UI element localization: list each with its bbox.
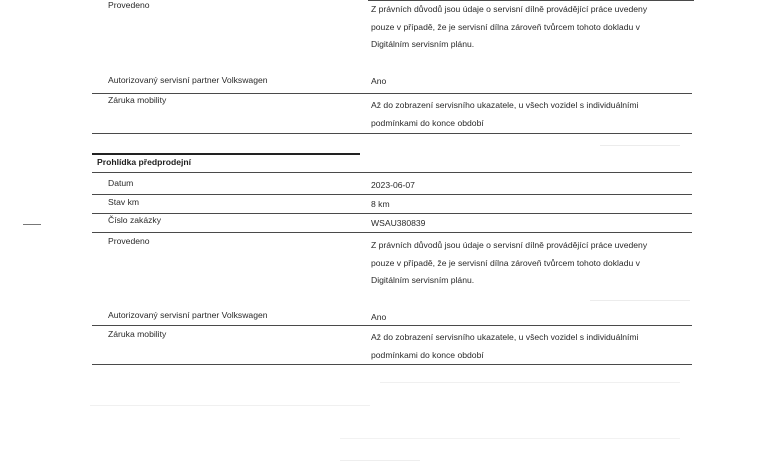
divider — [92, 194, 692, 195]
divider — [92, 172, 692, 173]
provedeno-line-1: Z právních důvodů jsou údaje o servisní dílně provádějící práce uvedeny — [371, 240, 648, 250]
bleed-line — [380, 382, 680, 383]
bleed-line — [590, 300, 690, 301]
mobility-line-2: podmínkami do konce období — [371, 349, 484, 360]
provedeno-line-2: pouze v případě, že je servisní dílna zároveň tvůrcem tohoto dokladu v — [371, 21, 640, 32]
mobility-value — [371, 329, 701, 364]
mobility-line-1: Až do zobrazení servisního ukazatele, u všech vozidel s individuálními — [371, 332, 639, 342]
stav-km-label: Stav km — [108, 197, 140, 207]
datum-label: Datum — [108, 178, 134, 188]
mobility-line-2: podmínkami do konce období — [371, 117, 484, 128]
section-title: Prohlídka předprodejní — [97, 157, 192, 167]
divider — [92, 133, 692, 134]
mobility-line-1: Až do zobrazení servisního ukazatele, u všech vozidel s individuálními — [371, 100, 639, 110]
cislo-zakazky-label: Číslo zakázky — [108, 215, 162, 225]
bleed-line — [340, 460, 420, 461]
cislo-zakazky-value: WSAU380839 — [371, 218, 426, 228]
divider — [92, 325, 692, 326]
bleed-line — [600, 145, 680, 146]
margin-mark — [23, 224, 41, 225]
mobility-label: Záruka mobility — [108, 95, 167, 105]
datum-value: 2023-06-07 — [371, 180, 415, 190]
partner-value: Ano — [371, 76, 387, 86]
partner-value: Ano — [371, 312, 387, 322]
bleed-line — [90, 405, 370, 406]
stav-km-value: 8 km — [371, 199, 390, 209]
divider — [92, 213, 692, 214]
mobility-value — [371, 97, 701, 132]
provedeno-label: Provedeno — [108, 0, 150, 10]
title-underline — [92, 153, 360, 155]
divider — [92, 93, 692, 94]
divider — [92, 232, 692, 233]
mobility-label: Záruka mobility — [108, 329, 167, 339]
provedeno-label: Provedeno — [108, 236, 150, 246]
provedeno-line-2: pouze v případě, že je servisní dílna zároveň tvůrcem tohoto dokladu v — [371, 257, 640, 268]
bleed-line — [340, 438, 680, 439]
provedeno-line-3: Digitálním servisním plánu. — [371, 39, 475, 49]
provedeno-value — [371, 237, 701, 290]
provedeno-line-1: Z právních důvodů jsou údaje o servisní dílně provádějící práce uvedeny — [371, 4, 648, 14]
provedeno-value — [371, 1, 701, 54]
provedeno-line-3: Digitálním servisním plánu. — [371, 275, 475, 285]
partner-label: Autorizovaný servisní partner Volkswagen — [108, 310, 268, 320]
divider — [92, 364, 692, 365]
partner-label: Autorizovaný servisní partner Volkswagen — [108, 75, 268, 85]
